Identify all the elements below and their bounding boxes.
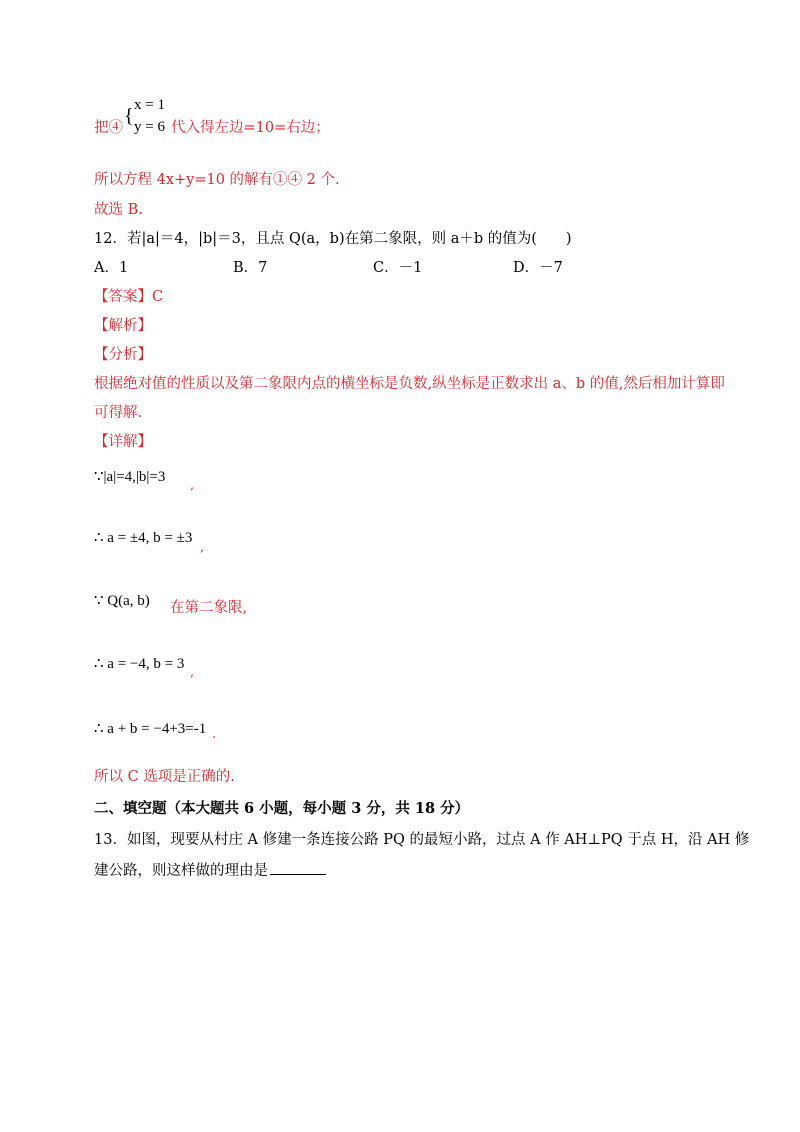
conclusion-line: 所以 C 选项是正确的. — [94, 769, 235, 785]
step-1-punct: , — [190, 478, 195, 493]
substitution-suffix: 代入得左边=10=右边； — [171, 120, 330, 136]
option-b: B．7 — [233, 260, 268, 276]
analysis-line-2: 可得解. — [94, 405, 143, 421]
section-2-heading: 二、填空题（本大题共 6 小题，每小题 3 分，共 18 分） — [94, 800, 470, 817]
question-13-line-1: 13．如图，现要从村庄 A 修建一条连接公路 PQ 的最短小路，过点 A 作 AH⊥PQ 于点 H，沿 AH 修 — [94, 832, 750, 848]
step-5-math: ∴ a + b = −4+3=-1 — [94, 721, 207, 737]
step-3-math: ∵ Q(a, b) — [94, 593, 150, 609]
option-a: A．1 — [94, 260, 129, 276]
system-brace: { — [124, 105, 134, 127]
question-13-line-2 — [94, 860, 326, 881]
system-equation-bottom: y = 6 — [134, 119, 165, 135]
xiangjie-label: 【详解】 — [94, 434, 152, 450]
analysis-line-1: 根据绝对值的性质以及第二象限内点的横坐标是负数,纵坐标是正数求出 a、b 的值,然后相加计算即 — [94, 376, 725, 392]
step-2-punct: , — [200, 540, 205, 555]
option-c: C．－1 — [373, 260, 423, 276]
step-1-math: ∵|a|=4,|b|=3 — [94, 469, 166, 485]
answer-label: 【答案】C — [94, 289, 164, 305]
system-equation-top: x = 1 — [134, 97, 165, 113]
step-4-punct: , — [190, 665, 195, 680]
fenxi-label: 【分析】 — [94, 347, 152, 363]
step-5-punct: . — [212, 727, 217, 742]
answer-blank[interactable] — [270, 860, 326, 875]
question-13-text: 建公路，则这样做的理由是 — [94, 863, 268, 879]
step-3-text: 在第二象限, — [170, 600, 248, 616]
substitution-prefix: 把④ — [94, 120, 123, 136]
jiexi-label: 【解析】 — [94, 318, 152, 334]
step-2-math: ∴ a = ±4, b = ±3 — [94, 530, 193, 546]
solution-count-line: 所以方程 4x+y=10 的解有①④ 2 个. — [94, 172, 340, 188]
question-12-stem: 12．若|a|＝4，|b|＝3，且点 Q(a，b)在第二象限，则 a＋b 的值为( ) — [94, 231, 572, 247]
choose-b-line: 故选 B. — [94, 202, 143, 218]
step-4-math: ∴ a = −4, b = 3 — [94, 656, 185, 672]
option-d: D．－7 — [513, 260, 563, 276]
